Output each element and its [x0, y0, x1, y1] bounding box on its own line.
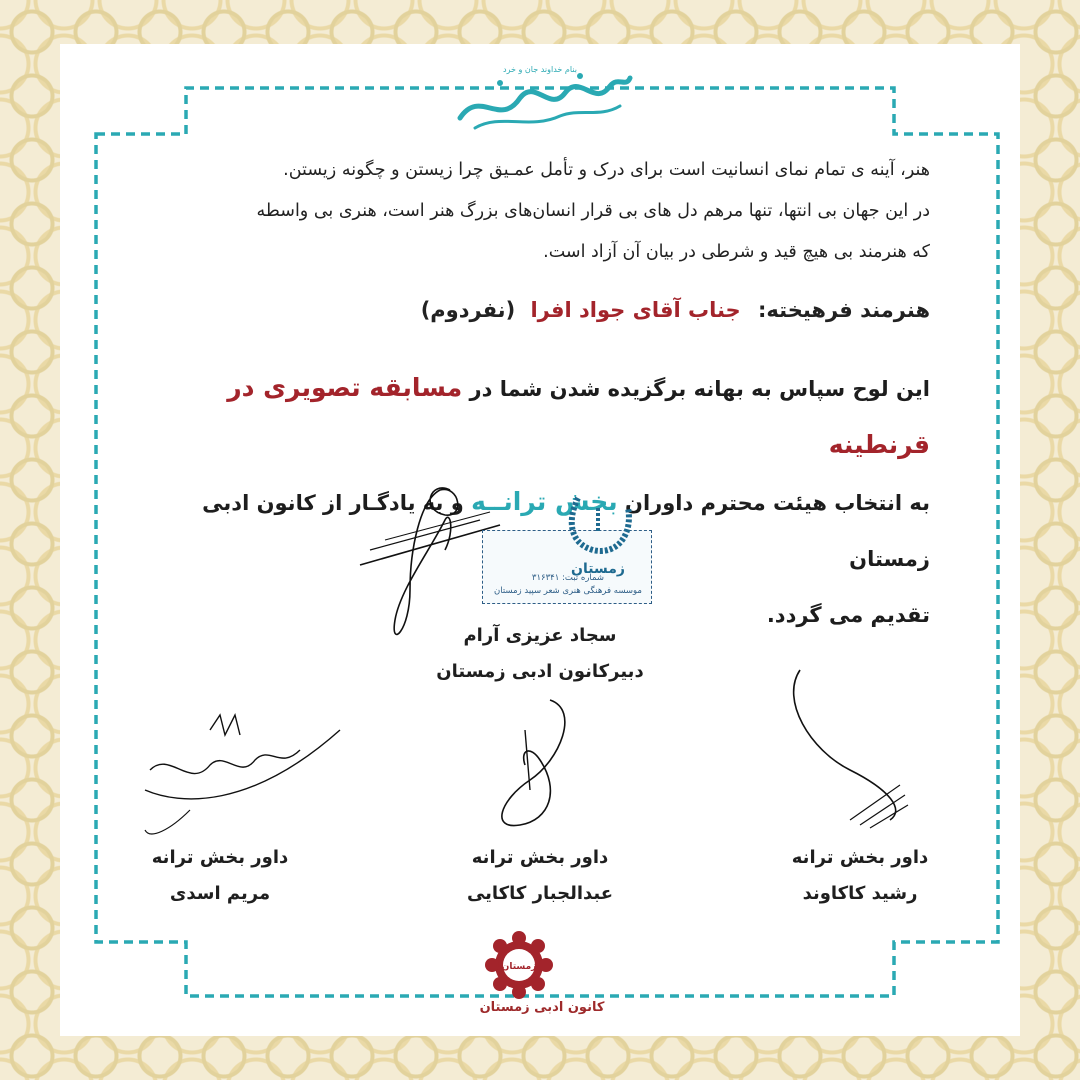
judge-1-name: رشید کاکاوند	[802, 883, 918, 904]
secretary-title: دبیرکانون ادبی زمستان	[436, 661, 644, 682]
message-line-3: تقدیم می گردد.	[766, 603, 930, 627]
judge-block-1	[760, 840, 960, 912]
judge-3-name: مریم اسدی	[169, 883, 271, 904]
judge-block-2	[440, 840, 640, 912]
message-part-1: این لوح سپاس به بهانه برگزیده شدن شما در	[469, 377, 930, 401]
judge-2-role: داور بخش ترانه	[471, 847, 609, 868]
logo-caption: کانون ادبی زمستان	[479, 1000, 605, 1015]
judge-signature-left	[130, 710, 350, 860]
judge-1-role: داور بخش ترانه	[791, 847, 929, 868]
judge-2-name: عبدالجبار کاکایی	[466, 883, 614, 904]
honoree-label: هنرمند فرهیخته:	[758, 298, 930, 322]
contest-name: مسابقه تصویری در قرنطینه	[227, 373, 930, 459]
stamp-registration: شماره ثبت: ۳۱۶۳۴۱	[531, 573, 605, 583]
judge-3-role: داور بخش ترانه	[151, 847, 289, 868]
intro-line-2: در این جهان بی انتها، تنها مرهم دل های بی قرار انسان‌های بزرگ هنر است، هنری بی واسطه	[256, 201, 930, 221]
snowflake-logo-icon	[484, 930, 554, 1000]
section-name: بخش ترانــه	[471, 487, 618, 516]
stamp-emblem-text: زمستان	[571, 561, 625, 577]
stamp-text	[488, 572, 648, 598]
message-part-2: به انتخاب هیئت محترم داوران	[625, 491, 930, 515]
secretary-block	[410, 618, 670, 690]
secretary-name: سجاد عزیزی آرام	[463, 625, 617, 646]
logo-inner-text: زمستان	[501, 962, 537, 972]
judge-block-3	[120, 840, 320, 912]
message-line-1	[130, 360, 930, 474]
honoree-name: جناب آقای جواد افرا	[530, 298, 741, 322]
intro-paragraph	[140, 150, 930, 273]
heading-calligraphy-text: بنام خداوند جان و خرد	[503, 65, 577, 74]
intro-line-3: که هنرمند بی هیچ قید و شرطی در بیان آن آزاد است.	[543, 242, 930, 262]
honoree-rank: (نفردوم)	[420, 298, 516, 322]
stamp-emblem	[548, 488, 648, 578]
stamp-institution: موسسه فرهنگی هنری شعر سپید زمستان	[494, 586, 642, 596]
judge-signature-center	[480, 690, 600, 840]
judge-signature-right	[780, 660, 920, 830]
heading-calligraphy	[440, 58, 640, 138]
message-part-3: و به یادگـار از کانون ادبی زمستان	[202, 491, 930, 571]
honoree-line	[421, 298, 930, 322]
intro-line-1: هنر، آینه ی تمام نمای انسانیت است برای درک و تأمل عمـیق چرا زیستن و چگونه زیستن.	[283, 160, 930, 180]
